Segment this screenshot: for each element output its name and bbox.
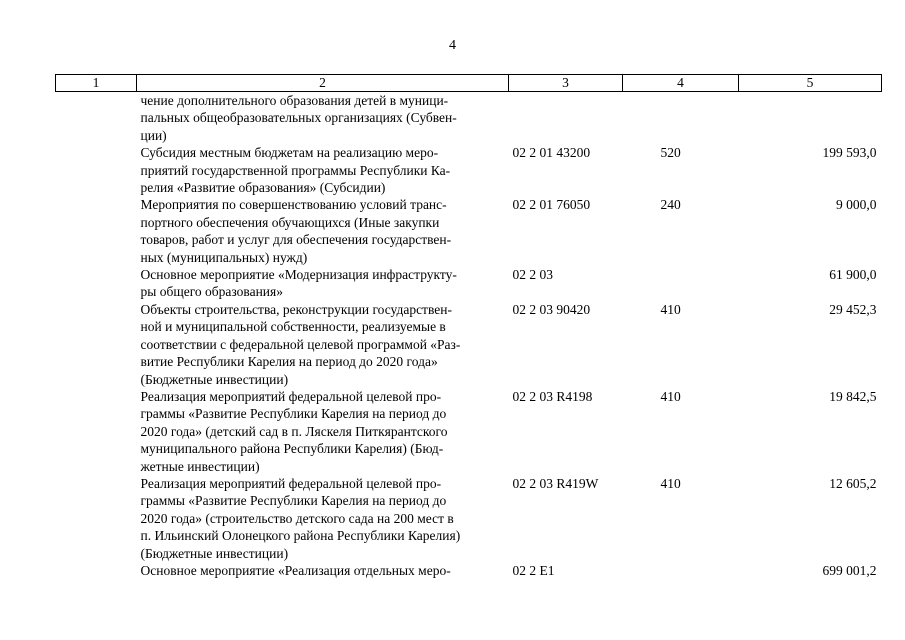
expense-type-cell: 410 <box>660 301 681 317</box>
item-name-line: жетные инвестиции) <box>140 458 260 474</box>
table-body <box>56 92 882 580</box>
item-name-line: витие Республики Карелия на период до 2020 года» <box>140 354 438 370</box>
column-header: 4 <box>623 75 739 92</box>
item-name-cell <box>137 301 509 388</box>
item-name-line: граммы «Развитие Республики Карелия на период до <box>140 406 447 422</box>
target-code-cell: 02 2 01 43200 <box>512 145 591 161</box>
item-name-line: Объекты строительства, реконструкции государствен- <box>140 301 452 317</box>
budget-table <box>55 74 882 579</box>
target-code-cell: 02 2 03 R419W <box>512 475 599 491</box>
table-row <box>56 301 882 388</box>
item-name-cell <box>137 196 509 266</box>
item-name-line: Основное мероприятие «Реализация отдельных меро- <box>140 562 451 578</box>
item-name-line: Субсидия местным бюджетам на реализацию меро- <box>140 145 439 161</box>
table-row <box>56 388 882 475</box>
item-name-line: ры общего образования» <box>140 284 283 300</box>
item-name-line: муниципального района Республики Карелия) (Бюд- <box>140 441 444 457</box>
row-number-cell <box>56 475 137 562</box>
item-name-line: Реализация мероприятий федеральной целевой про- <box>140 475 442 491</box>
item-name-cell <box>137 266 509 301</box>
target-code-cell <box>509 92 623 145</box>
item-name-cell <box>137 562 509 579</box>
amount-cell <box>739 92 882 145</box>
item-name-cell <box>137 388 509 475</box>
column-header: 3 <box>509 75 623 92</box>
item-name-line: ной и муниципальной собственности, реализуемые в <box>140 319 446 335</box>
table-row <box>56 144 882 196</box>
row-number-cell <box>56 388 137 475</box>
column-header: 2 <box>137 75 509 92</box>
amount-cell: 12 605,2 <box>829 475 877 491</box>
expense-type-cell <box>623 562 739 579</box>
target-code-cell: 02 2 01 76050 <box>512 197 591 213</box>
row-number-cell <box>56 301 137 388</box>
row-number-cell <box>56 144 137 196</box>
expense-type-cell <box>623 92 739 145</box>
item-name-line: товаров, работ и услуг для обеспечения государствен- <box>140 232 452 248</box>
expense-type-cell: 410 <box>660 475 681 491</box>
table-header-row <box>56 75 882 92</box>
target-code-cell: 02 2 03 90420 <box>512 301 591 317</box>
table-row <box>56 266 882 301</box>
amount-cell: 9 000,0 <box>836 197 877 213</box>
item-name-cell <box>137 144 509 196</box>
amount-cell: 29 452,3 <box>829 301 877 317</box>
item-name-cell <box>137 92 509 145</box>
item-name-line: Основное мероприятие «Модернизация инфраструкту- <box>140 267 457 283</box>
amount-cell: 199 593,0 <box>822 145 877 161</box>
item-name-line: 2020 года» (строительство детского сада на 200 мест в <box>140 510 454 526</box>
item-name-line: ных (муниципальных) нужд) <box>140 249 308 265</box>
target-code-cell: 02 2 E1 <box>512 562 555 578</box>
item-name-cell <box>137 475 509 562</box>
item-name-line: (Бюджетные инвестиции) <box>140 371 289 387</box>
item-name-line: приятий государственной программы Республики Ка- <box>140 162 451 178</box>
row-number-cell <box>56 196 137 266</box>
item-name-line: граммы «Развитие Республики Карелия на период до <box>140 493 447 509</box>
amount-cell: 699 001,2 <box>822 562 877 578</box>
row-number-cell <box>56 266 137 301</box>
item-name-line: 2020 года» (детский сад в п. Ляскеля Питкярантского <box>140 423 448 439</box>
expense-type-cell: 410 <box>660 388 681 404</box>
item-name-line: пальных общеобразовательных организациях (Субвен- <box>140 110 457 126</box>
item-name-line: релия «Развитие образования» (Субсидии) <box>140 180 386 196</box>
item-name-line: портного обеспечения обучающихся (Иные закупки <box>140 214 440 230</box>
target-code-cell: 02 2 03 <box>512 267 553 283</box>
table-row <box>56 475 882 562</box>
expense-type-cell: 520 <box>660 145 681 161</box>
row-number-cell <box>56 562 137 579</box>
item-name-line: Мероприятия по совершенствованию условий транс- <box>140 197 447 213</box>
expense-type-cell <box>623 266 739 301</box>
item-name-line: (Бюджетные инвестиции) <box>140 545 289 561</box>
item-name-line: Реализация мероприятий федеральной целевой про- <box>140 388 442 404</box>
row-number-cell <box>56 92 137 145</box>
target-code-cell: 02 2 03 R4198 <box>512 388 593 404</box>
column-header: 1 <box>56 75 137 92</box>
item-name-line: п. Ильинский Олонецкого района Республики Карелия) <box>140 528 461 544</box>
expense-type-cell: 240 <box>660 197 681 213</box>
column-header: 5 <box>739 75 882 92</box>
table-row <box>56 92 882 145</box>
item-name-line: ции) <box>140 127 167 143</box>
amount-cell: 61 900,0 <box>829 267 877 283</box>
page-number: 4 <box>449 38 456 53</box>
table-row <box>56 196 882 266</box>
amount-cell: 19 842,5 <box>829 388 877 404</box>
table-row <box>56 562 882 579</box>
item-name-line: чение дополнительного образования детей в муници- <box>140 93 449 108</box>
item-name-line: соответствии с федеральной целевой программой «Раз- <box>140 336 461 352</box>
